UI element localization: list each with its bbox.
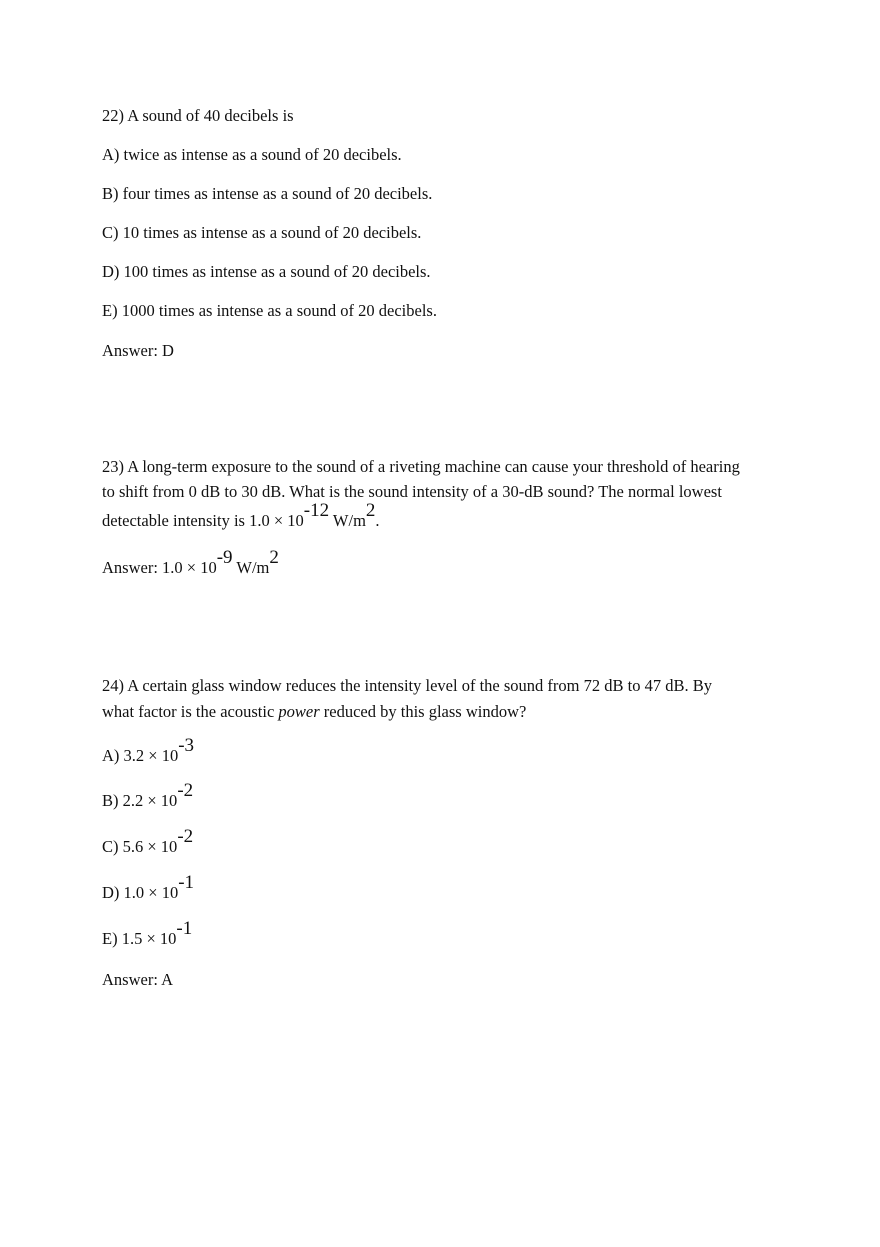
question-22-option-a: A) twice as intense as a sound of 20 decibels. [102,145,402,164]
question-23-stem-line-2: to shift from 0 dB to 30 dB. What is the sound intensity of a 30-dB sound? The normal lowest [102,482,722,501]
question-24-option-e [102,917,193,949]
option-exponent: -1 [178,871,195,893]
q24-stem-emphasis: power [278,702,320,721]
q23-period: . [375,511,380,530]
question-22-option-e: E) 1000 times as intense as a sound of 20 decibels. [102,301,437,320]
question-23-stem-line-3 [102,499,380,531]
question-23-stem-line-1: 23) A long-term exposure to the sound of a riveting machine can cause your threshold of hearing [102,457,740,476]
q23-answer-unit: W/m [232,558,270,577]
question-23-answer [102,546,279,578]
option-base: D) 1.0 × 10 [102,883,179,902]
option-exponent: -1 [176,917,193,939]
question-22-stem: 22) A sound of 40 decibels is [102,106,294,125]
q24-stem-text-pre: what factor is the acoustic [102,702,279,721]
q23-intensity-base: detectable intensity is 1.0 × 10 [102,511,304,530]
question-24-option-c [102,825,194,857]
q23-answer-unit-exponent: 2 [269,546,279,568]
option-base: A) 3.2 × 10 [102,746,179,765]
q23-intensity-exponent: -12 [303,499,330,521]
question-22-answer: Answer: D [102,341,174,360]
option-exponent: -3 [178,734,195,756]
question-24-option-b [102,779,194,811]
question-24-answer: Answer: A [102,970,174,989]
question-22-option-c: C) 10 times as intense as a sound of 20 decibels. [102,223,422,242]
question-24-option-a [102,734,195,766]
question-24-stem-line-1: 24) A certain glass window reduces the intensity level of the sound from 72 dB to 47 dB. By [102,676,712,695]
q24-stem-text-post: reduced by this glass window? [319,702,527,721]
option-base: C) 5.6 × 10 [102,837,178,856]
question-24-stem-line-2 [102,702,526,722]
question-24-option-d [102,871,195,903]
question-22-option-d: D) 100 times as intense as a sound of 20 decibels. [102,262,431,281]
option-exponent: -2 [177,779,194,801]
question-22-option-b: B) four times as intense as a sound of 20 decibels. [102,184,433,203]
q23-unit-exponent: 2 [365,499,376,521]
q23-answer-base: Answer: 1.0 × 10 [102,558,217,577]
option-base: B) 2.2 × 10 [102,791,178,810]
option-base: E) 1.5 × 10 [102,929,177,948]
q23-answer-exponent: -9 [216,546,233,568]
option-exponent: -2 [177,825,194,847]
q23-unit: W/m [329,511,366,530]
